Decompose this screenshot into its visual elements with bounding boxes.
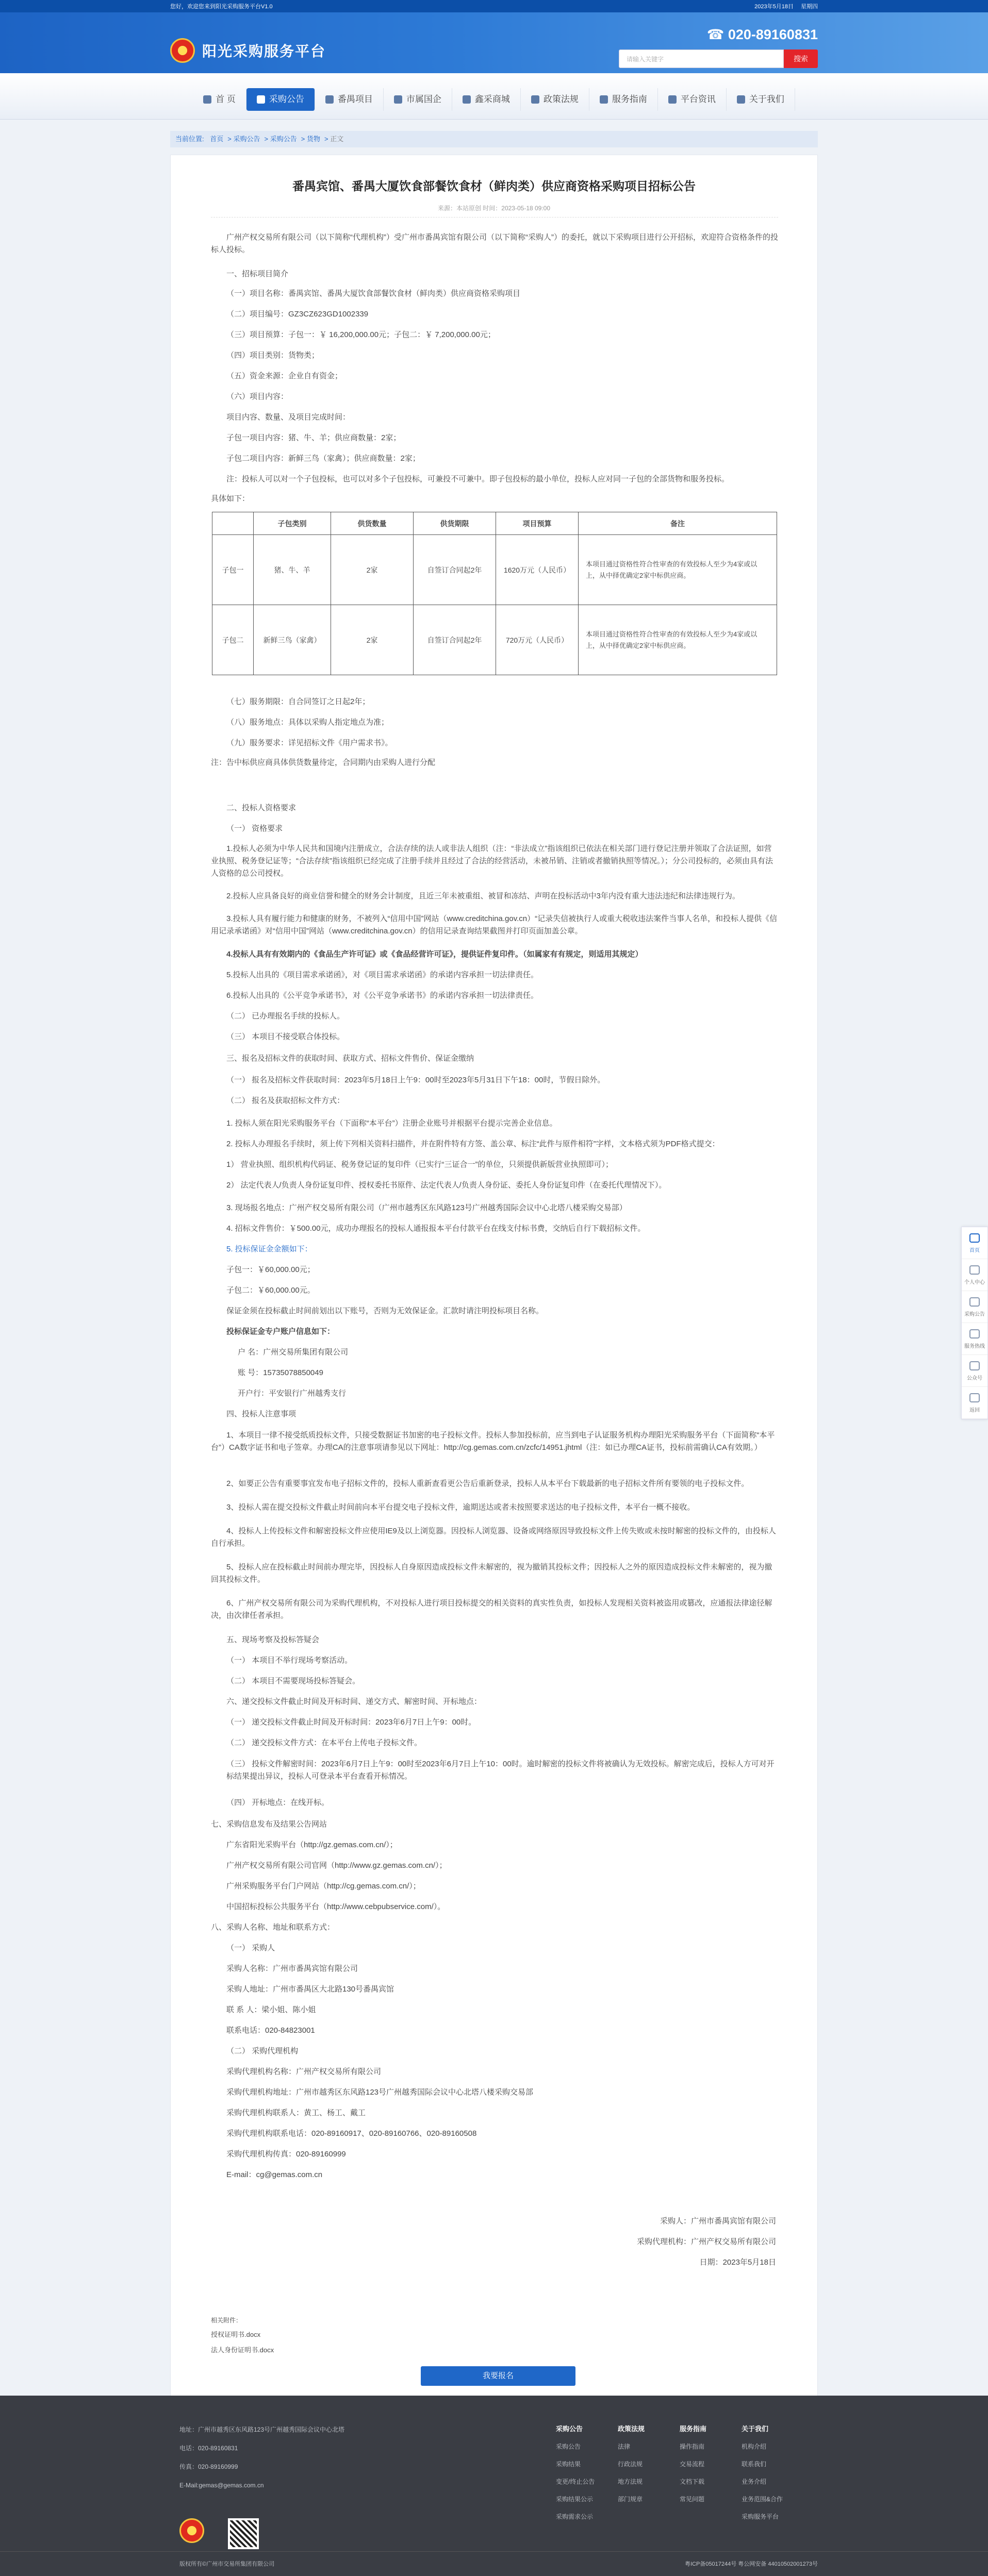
footer-col — [556, 2420, 618, 2525]
site-header — [0, 12, 988, 73]
footer-copyright — [0, 2551, 988, 2576]
item-text: 注：投标人可以对一个子包投标，也可以对多个子包投标，可兼投不可兼中。即子包投标的最小单位，投标人应对同一子包的全部货物和服务投标。 — [226, 475, 730, 483]
footer-links — [556, 2420, 803, 2525]
item-text: 子包二项目内容：新鲜三鸟（家禽）；供应商数量：2家； — [226, 454, 420, 463]
attachment-link[interactable]: 法人身份证明书.docx — [211, 2346, 274, 2354]
item-text: 4.投标人具有有效期内的《食品生产许可证》或《食品经营许可证》，提供证件复印件。（如属家有有规定，则适用其规定） — [226, 950, 643, 959]
table-cell: 猪、牛、羊 — [254, 535, 331, 605]
nav-about[interactable] — [727, 88, 795, 111]
nav-label: 关于我们 — [749, 94, 784, 104]
section-heading: 三、报名及招标文件的获取时间、获取方式、招标文件售价、保证金缴纳 — [226, 1054, 474, 1063]
section-heading: 四、投标人注意事项 — [226, 1410, 297, 1418]
search-button[interactable]: 搜索 — [784, 49, 818, 68]
footer-link[interactable]: 机构介绍 — [742, 2443, 767, 2450]
site-footer — [0, 2396, 988, 2576]
footer-contact — [179, 2420, 344, 2495]
table-cell: 2家 — [331, 605, 414, 675]
footer-link[interactable]: 采购服务平台 — [742, 2513, 779, 2520]
item-text: 采购代理机构联系电话：020-89160917、020-89160766、020-89160508 — [226, 2129, 477, 2138]
cart-icon — [463, 95, 471, 104]
nav-label: 采购公告 — [269, 94, 304, 104]
item-text: （四）项目类别：货物类； — [226, 351, 320, 360]
item-text: 采购代理机构名称：广州产权交易所有限公司 — [226, 2067, 382, 2076]
website-link[interactable]: 广东省阳光采购平台（http://gz.gemas.com.cn/）； — [226, 1841, 398, 1849]
footer-link[interactable]: 业务范围&合作 — [742, 2496, 783, 2503]
float-home[interactable] — [962, 1227, 987, 1259]
info-icon — [737, 95, 745, 104]
item-text: 具体如下： — [211, 494, 250, 503]
emblem-icon — [179, 2518, 204, 2543]
item-text: （六）项目内容： — [226, 392, 289, 401]
float-label: 返回 — [969, 1408, 980, 1413]
footer-col — [742, 2420, 803, 2525]
nav-policy[interactable] — [521, 88, 589, 111]
article-meta: 来源：本站原创 时间：2023-05-18 09:00 — [437, 205, 551, 212]
hotline: ☎ 020-89160831 — [706, 27, 818, 42]
emblem-icon — [170, 38, 195, 63]
item-text: （一） 报名及招标文件获取时间：2023年5月18日上午9：00时至2023年5月31日下午18：00时，节假日除外。 — [226, 1076, 605, 1084]
float-hotline[interactable] — [962, 1323, 987, 1355]
nav-home[interactable] — [193, 88, 246, 111]
note-text: 注：告中标供应商具体供货数量待定，合同期内由采购人进行分配 — [211, 758, 436, 767]
item-text: （一） 采购人 — [226, 1944, 275, 1952]
footer-link[interactable]: 采购结果公示 — [556, 2496, 594, 2503]
footer-email: E-Mail:gemas@gemas.com.cn — [179, 2482, 264, 2489]
nav-label: 平台资讯 — [680, 94, 716, 104]
weekday-text: 星期四 — [801, 4, 818, 10]
section-heading: 七、采购信息发布及结果公告网站 — [211, 1820, 327, 1829]
item-text: 采购代理机构联系人：黄工、杨工、戴工 — [226, 2109, 366, 2117]
float-announcements[interactable] — [962, 1291, 987, 1323]
guide-icon — [600, 95, 608, 104]
table-cell: 本项目通过资格性符合性审查的有效投标人至少为4家或以上，从中择优确定2家中标供应商。 — [579, 535, 777, 605]
item-text: 投标保证金专户账户信息如下： — [226, 1327, 335, 1336]
nav-state-owned[interactable] — [384, 88, 452, 111]
footer-link[interactable]: 法律 — [618, 2443, 631, 2450]
qr-icon — [969, 1361, 980, 1370]
float-wechat[interactable] — [962, 1355, 987, 1387]
footer-icons — [179, 2518, 259, 2549]
arrow-up-icon — [969, 1393, 980, 1402]
nav-guide[interactable] — [589, 88, 658, 111]
footer-address: 地址：广州市越秀区东风路123号广州越秀国际会议中心北塔 — [179, 2426, 345, 2433]
item-text: 4. 招标文件售价：￥500.00元，成功办理报名的投标人通报报本平台付款平台在线支付标书费，交纳后自行下载招标文件。 — [226, 1224, 646, 1233]
table-cell: 子包一 — [212, 535, 254, 605]
float-user[interactable] — [962, 1259, 987, 1291]
nav-label: 政策法规 — [543, 94, 579, 104]
item-text: 6、广州产权交易所有限公司为采购代理机构，不对投标人进行项目投标提交的相关资料的真实性负责，如投标人发现相关资料被盗用或篡改，应通报法律途径解决，由次律任者承担。 — [211, 1599, 772, 1620]
item-text: 采购代理机构地址：广州市越秀区东风路123号广州越秀国际会议中心北塔八楼采购交易部 — [226, 2088, 534, 2097]
date-text: 2023年5月18日 — [754, 4, 794, 10]
table-header: 供货数量 — [331, 512, 414, 535]
item-text: （一） 资格要求 — [226, 824, 283, 833]
item-text: 采购人名称：广州市番禺宾馆有限公司 — [226, 1964, 358, 1973]
signoff-agency: 采购代理机构：广州产权交易所有限公司 — [636, 2237, 776, 2246]
nav-news[interactable] — [658, 88, 727, 111]
footer-col-title: 关于我们 — [742, 2425, 769, 2433]
item-text: （一）项目名称：番禺宾馆、番禺大厦饮食部餐饮食材（鲜肉类）供应商资格采购项目 — [226, 289, 521, 298]
breadcrumb-current: 正文 — [330, 135, 344, 143]
search-bar — [619, 49, 818, 68]
item-text: 2） 法定代表人/负责人身份证复印件、授权委托书原件、法定代表人/负责人身份证、委托人身份证复印件（在委托代理情况下）。 — [226, 1181, 667, 1190]
table-header-row — [212, 512, 777, 535]
icp-text: 粤ICP备05017244号 粤公网安备 44010502001273号 — [684, 2561, 818, 2567]
monitor-icon — [969, 1233, 980, 1243]
intro-paragraph: 广州产权交易所有限公司（以下简称“代理机构”）受广州市番禺宾馆有限公司（以下简称“采购人”）的委托，就以下采购项目进行公开招标，欢迎符合资格条件的投标人投标。 — [211, 233, 778, 254]
item-text: （五）资金来源：企业自有资金； — [226, 372, 343, 380]
nav-label: 市属国企 — [406, 94, 441, 104]
footer-col — [680, 2420, 742, 2525]
item-text: （二） 递交投标文件方式：在本平台上传电子投标文件。 — [226, 1738, 422, 1747]
welcome-text: 您好，欢迎您来到阳光采购服务平台V1.0 — [170, 4, 273, 10]
breadcrumb-goods[interactable]: 货物 — [306, 135, 320, 143]
item-text: （二）项目编号：GZ3CZ623GD1002339 — [226, 310, 369, 319]
item-text: 6.投标人出具的《公平竞争承诺书》，对《公平竞争承诺书》的承诺内容承担一切法律责任。 — [226, 991, 539, 1000]
section-heading: 八、采购人名称、地址和联系方式： — [211, 1923, 335, 1932]
item-text: （四） 开标地点：在线开标。 — [226, 1798, 330, 1807]
footer-link[interactable]: 常见问题 — [680, 2496, 705, 2503]
breadcrumb-home[interactable]: 首页 — [210, 135, 224, 143]
table-row — [212, 535, 777, 605]
phone-icon — [969, 1329, 980, 1339]
footer-link[interactable]: 交易流程 — [680, 2461, 705, 2468]
item-text: （二） 本项目不需要现场投标答疑会。 — [226, 1677, 360, 1685]
footer-link[interactable]: 联系我们 — [742, 2461, 767, 2468]
breadcrumb: 当前位置: 首页 > 采购公告 > 采购公告 > 货物 > 正文 — [170, 131, 818, 147]
divider — [211, 217, 778, 218]
lot-table — [212, 512, 777, 675]
section-heading: 二、投标人资格要求 — [226, 804, 297, 812]
footer-link[interactable]: 采购结果 — [556, 2461, 581, 2468]
item-text: （一） 递交投标文件截止时间及开标时间：2023年6月7日上午9：00时。 — [226, 1718, 476, 1727]
register-button[interactable]: 我要报名 — [421, 2366, 575, 2386]
table-header: 子包类别 — [254, 512, 331, 535]
item-text: 5. 投标保证金金额如下： — [226, 1245, 312, 1253]
item-text: （九）服务要求：详见招标文件《用户需求书》。 — [226, 739, 393, 747]
float-label: 首页 — [969, 1248, 980, 1253]
table-cell: 2家 — [331, 535, 414, 605]
site-name: 阳光采购服务平台 — [202, 43, 326, 59]
item-text: 子包一项目内容：猪、牛、羊；供应商数量：2家； — [226, 433, 401, 442]
site-logo[interactable] — [170, 38, 326, 63]
attachment-link[interactable]: 授权证明书.docx — [211, 2331, 261, 2338]
signoff-date: 日期：2023年5月18日 — [699, 2258, 776, 2267]
footer-col-title: 采购公告 — [556, 2425, 583, 2433]
breadcrumb-announcements-sub[interactable]: 采购公告 — [270, 135, 297, 143]
item-text: 2.投标人应具备良好的商业信誉和健全的财务会计制度，且近三年未被重组、被冒和冻结、声明在投标活动中3年内没有重大违法违纪和法律违规行为。 — [226, 892, 740, 900]
table-header: 备注 — [579, 512, 777, 535]
float-label: 公众号 — [967, 1376, 982, 1381]
item-text: 1、本项目一律不接受纸质投标文件，只接受数据证书加密的电子投标文件。投标人参加投标前，应当到电子认证服务机构办理阳光采购服务平台（下面简称“本平台”）CA数字证书和电子签章。办理CA的注意事项请参见以下网址：http://cg.gemas.com.cn/zcfc/14951.jhtml（注：如已办理CA证书，投标前需确认CA有效期。） — [211, 1431, 775, 1452]
float-top[interactable] — [962, 1387, 987, 1419]
footer-link[interactable]: 变更/终止公告 — [556, 2478, 595, 2485]
item-text: 子包一：￥60,000.00元； — [226, 1265, 315, 1274]
website-link[interactable]: 广州产权交易所有限公司官网（http://www.gz.gemas.com.cn/）； — [226, 1861, 447, 1870]
table-cell: 自签订合同起2年 — [414, 605, 496, 675]
table-cell: 1620万元（人民币） — [496, 535, 579, 605]
nav-label: 服务指南 — [612, 94, 647, 104]
item-text: （八）服务地点：具体以采购人指定地点为准； — [226, 718, 389, 727]
item-text: 联系电话：020-84823001 — [226, 2026, 315, 2035]
article-panel — [170, 155, 818, 2415]
hotline-number: 020-89160831 — [728, 27, 818, 42]
item-text: 项目内容、数量、及项目完成时间： — [226, 413, 351, 422]
footer-col-title: 服务指南 — [680, 2425, 707, 2433]
document-icon — [531, 95, 539, 104]
page-title: 番禺宾馆、番禺大厦饮食部餐饮食材（鲜肉类）供应商资格采购项目招标公告 — [292, 179, 696, 193]
item-text: 4、投标人上传投标文件和解密投标文件应使用IE9及以上浏览器。因投标人浏览器、设备或网络原因导致投标文件上传失败或未按时解密的投标文件的，由投标人自行承担。 — [211, 1527, 776, 1548]
home-icon — [203, 95, 211, 104]
copyright-text: 版权所有©广州市交易所集团有限公司 — [179, 2561, 275, 2567]
item-text: （二） 报名及获取招标文件方式： — [226, 1096, 345, 1105]
item-text: 保证金须在投标截止时间前划出以下账号，否则为无效保证金。汇款时请注明投标项目名称。 — [226, 1307, 544, 1315]
attachments-label: 相关附件： — [211, 2317, 242, 2324]
item-text: 5、投标人应在投标截止时间前办理完毕，因投标人自身原因造成投标文件未解密的，视为撤销其投标文件；因投标人之外的原因造成投标文件未解密的，视为撤回其投标文件。 — [211, 1563, 772, 1584]
footer-col-title: 政策法规 — [618, 2425, 645, 2433]
item-text: （二） 已办理报名手续的投标人。 — [226, 1012, 345, 1021]
footer-link[interactable]: 操作指南 — [680, 2443, 705, 2450]
item-text: 3. 现场报名地点：广州产权交易所有限公司（广州市越秀区东风路123号广州越秀国际会议中心北塔八楼采购交易部） — [226, 1203, 627, 1212]
item-text: （三）项目预算：子包一：￥ 16,200,000.00元；子包二：￥ 7,200,000.00元； — [226, 330, 496, 339]
table-cell: 子包二 — [212, 605, 254, 675]
footer-fax: 传真：020-89160999 — [179, 2463, 238, 2470]
table-row — [212, 605, 777, 675]
table-header: 项目预算 — [496, 512, 579, 535]
footer-link[interactable]: 采购需求公示 — [556, 2513, 594, 2520]
table-header: 供货期限 — [414, 512, 496, 535]
item-text: 3.投标人具有履行能力和健康的财务，不被列入“信用中国”网站（www.creditchina.gov.cn）“记录失信被执行人或重大税收违法案件当事人名单，和投标人提供《信用记录承诺函》对“信用中国”网站（www.creditchina.gov.cn）的信用记录查询结果截图并打印页面加盖公章。 — [211, 914, 778, 935]
item-text: （二） 采购代理机构 — [226, 2047, 299, 2055]
item-text: 1. 投标人须在阳光采购服务平台（下面称“本平台”）注册企业账号并根据平台提示完善企业信息。 — [226, 1119, 557, 1128]
item-text: 户 名：广州交易所集团有限公司 — [238, 1348, 349, 1357]
website-link[interactable]: 广州采购服务平台门户网站（http://cg.gemas.com.cn/）； — [226, 1882, 421, 1891]
footer-col — [618, 2420, 680, 2525]
nav-label: 番禺项目 — [337, 94, 373, 104]
flag-icon — [257, 95, 265, 104]
section-heading: 五、现场考察及投标答疑会 — [226, 1635, 320, 1644]
signoff-purchaser: 采购人：广州市番禺宾馆有限公司 — [660, 2217, 776, 2226]
float-label: 采购公告 — [964, 1312, 985, 1317]
item-text: 5.投标人出具的《项目需求承诺函》，对《项目需求承诺函》的承诺内容承担一切法律责任。 — [226, 971, 539, 979]
search-input[interactable]: 请输入关键字 — [619, 49, 784, 68]
side-float-toolbar — [961, 1227, 988, 1419]
table-header — [212, 512, 254, 535]
qr-code-icon — [228, 2518, 259, 2549]
folder-icon — [325, 95, 334, 104]
footer-link[interactable]: 行政法规 — [618, 2461, 643, 2468]
item-text: （三） 投标文件解密时间：2023年6月7日上午9：00时至2023年6月7日上午10：00时。逾时解密的投标文件将被确认为无效投标。解密完成后，投标人方可对开标结果提出异议，投标人可登录本平台查看开标情况。 — [226, 1760, 775, 1781]
user-icon — [969, 1265, 980, 1275]
section-heading: 六、递交投标文件截止时间及开标时间、递交方式、解密时间、开标地点： — [226, 1697, 482, 1706]
footer-link[interactable]: 地方法规 — [618, 2478, 643, 2485]
item-text: 1） 营业执照、组织机构代码证、税务登记证的复印件（已实行“三证合一”的单位，只须提供新版营业执照即可）； — [226, 1160, 614, 1169]
item-text: 采购代理机构传真：020-89160999 — [226, 2150, 346, 2159]
item-text: 2. 投标人办理报名手续时，须上传下列相关资料扫描件，并在附件特有方签、盖公章、标注“此件与原件相符”字样，文本格式须为PDF格式提交： — [226, 1140, 720, 1148]
nav-label: 首 页 — [216, 94, 236, 104]
table-cell: 自签订合同起2年 — [414, 535, 496, 605]
item-text: 联 系 人：梁小姐、陈小姐 — [226, 2005, 316, 2014]
building-icon — [394, 95, 402, 104]
email-text: E-mail：cg@gemas.com.cn — [226, 2170, 323, 2179]
float-label: 服务热线 — [964, 1344, 985, 1349]
item-text: （七）服务期限：自合同签订之日起2年； — [226, 697, 370, 706]
table-cell: 新鲜三鸟（家禽） — [254, 605, 331, 675]
item-text: （一） 本项目不举行现场考察活动。 — [226, 1656, 353, 1665]
breadcrumb-label: 当前位置: — [175, 135, 204, 143]
table-cell: 720万元（人民币） — [496, 605, 579, 675]
table-cell: 本项目通过资格性符合性审查的有效投标人至少为4家或以上，从中择优确定2家中标供应商。 — [579, 605, 777, 675]
item-text: 开户行：平安银行广州越秀支行 — [238, 1389, 347, 1398]
list-icon — [969, 1297, 980, 1307]
top-bar — [0, 0, 988, 12]
item-text: 子包二：￥60,000.00元。 — [226, 1286, 315, 1295]
footer-link[interactable]: 采购公告 — [556, 2443, 581, 2450]
footer-link[interactable]: 业务介绍 — [742, 2478, 767, 2485]
nav-mall[interactable] — [452, 88, 521, 111]
item-text: 3、投标人需在提交投标文件截止时间前向本平台提交电子投标文件，逾期送达或者未按照要求送达的电子投标文件，本平台一概不接收。 — [226, 1503, 695, 1512]
item-text: 1.投标人必须为中华人民共和国境内注册成立，合法存续的法人或非法人组织（注：“非法成立”指该组织已依法在相关部门进行登记注册并领取了合法证照，如营业执照、税务登记证等；“合法存续”指该组织已经完成了注册手续并且经过了合法的经营活动，未被吊销、注销或者撤销执照等情况。）；分公司投标的，必须由具有法人资格的总公司授权。 — [211, 844, 773, 878]
footer-phone: 电话：020-89160831 — [179, 2445, 238, 2452]
website-link[interactable]: 中国招标投标公共服务平台（http://www.cebpubservice.com/）。 — [226, 1902, 446, 1911]
float-label: 个人中心 — [964, 1280, 985, 1285]
item-text: 2、如要正公告有重要事宜发布电子招标文件的，投标人重新查看更公告后重新登录，投标人从本平台下载最新的电子招标文件所有要领的电子投标文件。 — [226, 1479, 749, 1488]
nav-label: 鑫采商城 — [474, 94, 510, 104]
breadcrumb-announcements[interactable]: 采购公告 — [233, 135, 260, 143]
item-text: （三） 本项目不接受联合体投标。 — [226, 1032, 345, 1041]
section-heading: 一、招标项目简介 — [226, 270, 289, 278]
item-text: 采购人地址：广州市番禺区大北路130号番禺宾馆 — [226, 1985, 394, 1994]
item-text: 账 号：15735078850049 — [238, 1368, 323, 1377]
nav-announcements[interactable] — [246, 88, 315, 111]
news-icon — [668, 95, 677, 104]
footer-link[interactable]: 文档下载 — [680, 2478, 705, 2485]
nav-panyu-projects[interactable] — [315, 88, 384, 111]
main-nav — [0, 73, 988, 120]
footer-link[interactable]: 部门规章 — [618, 2496, 643, 2503]
